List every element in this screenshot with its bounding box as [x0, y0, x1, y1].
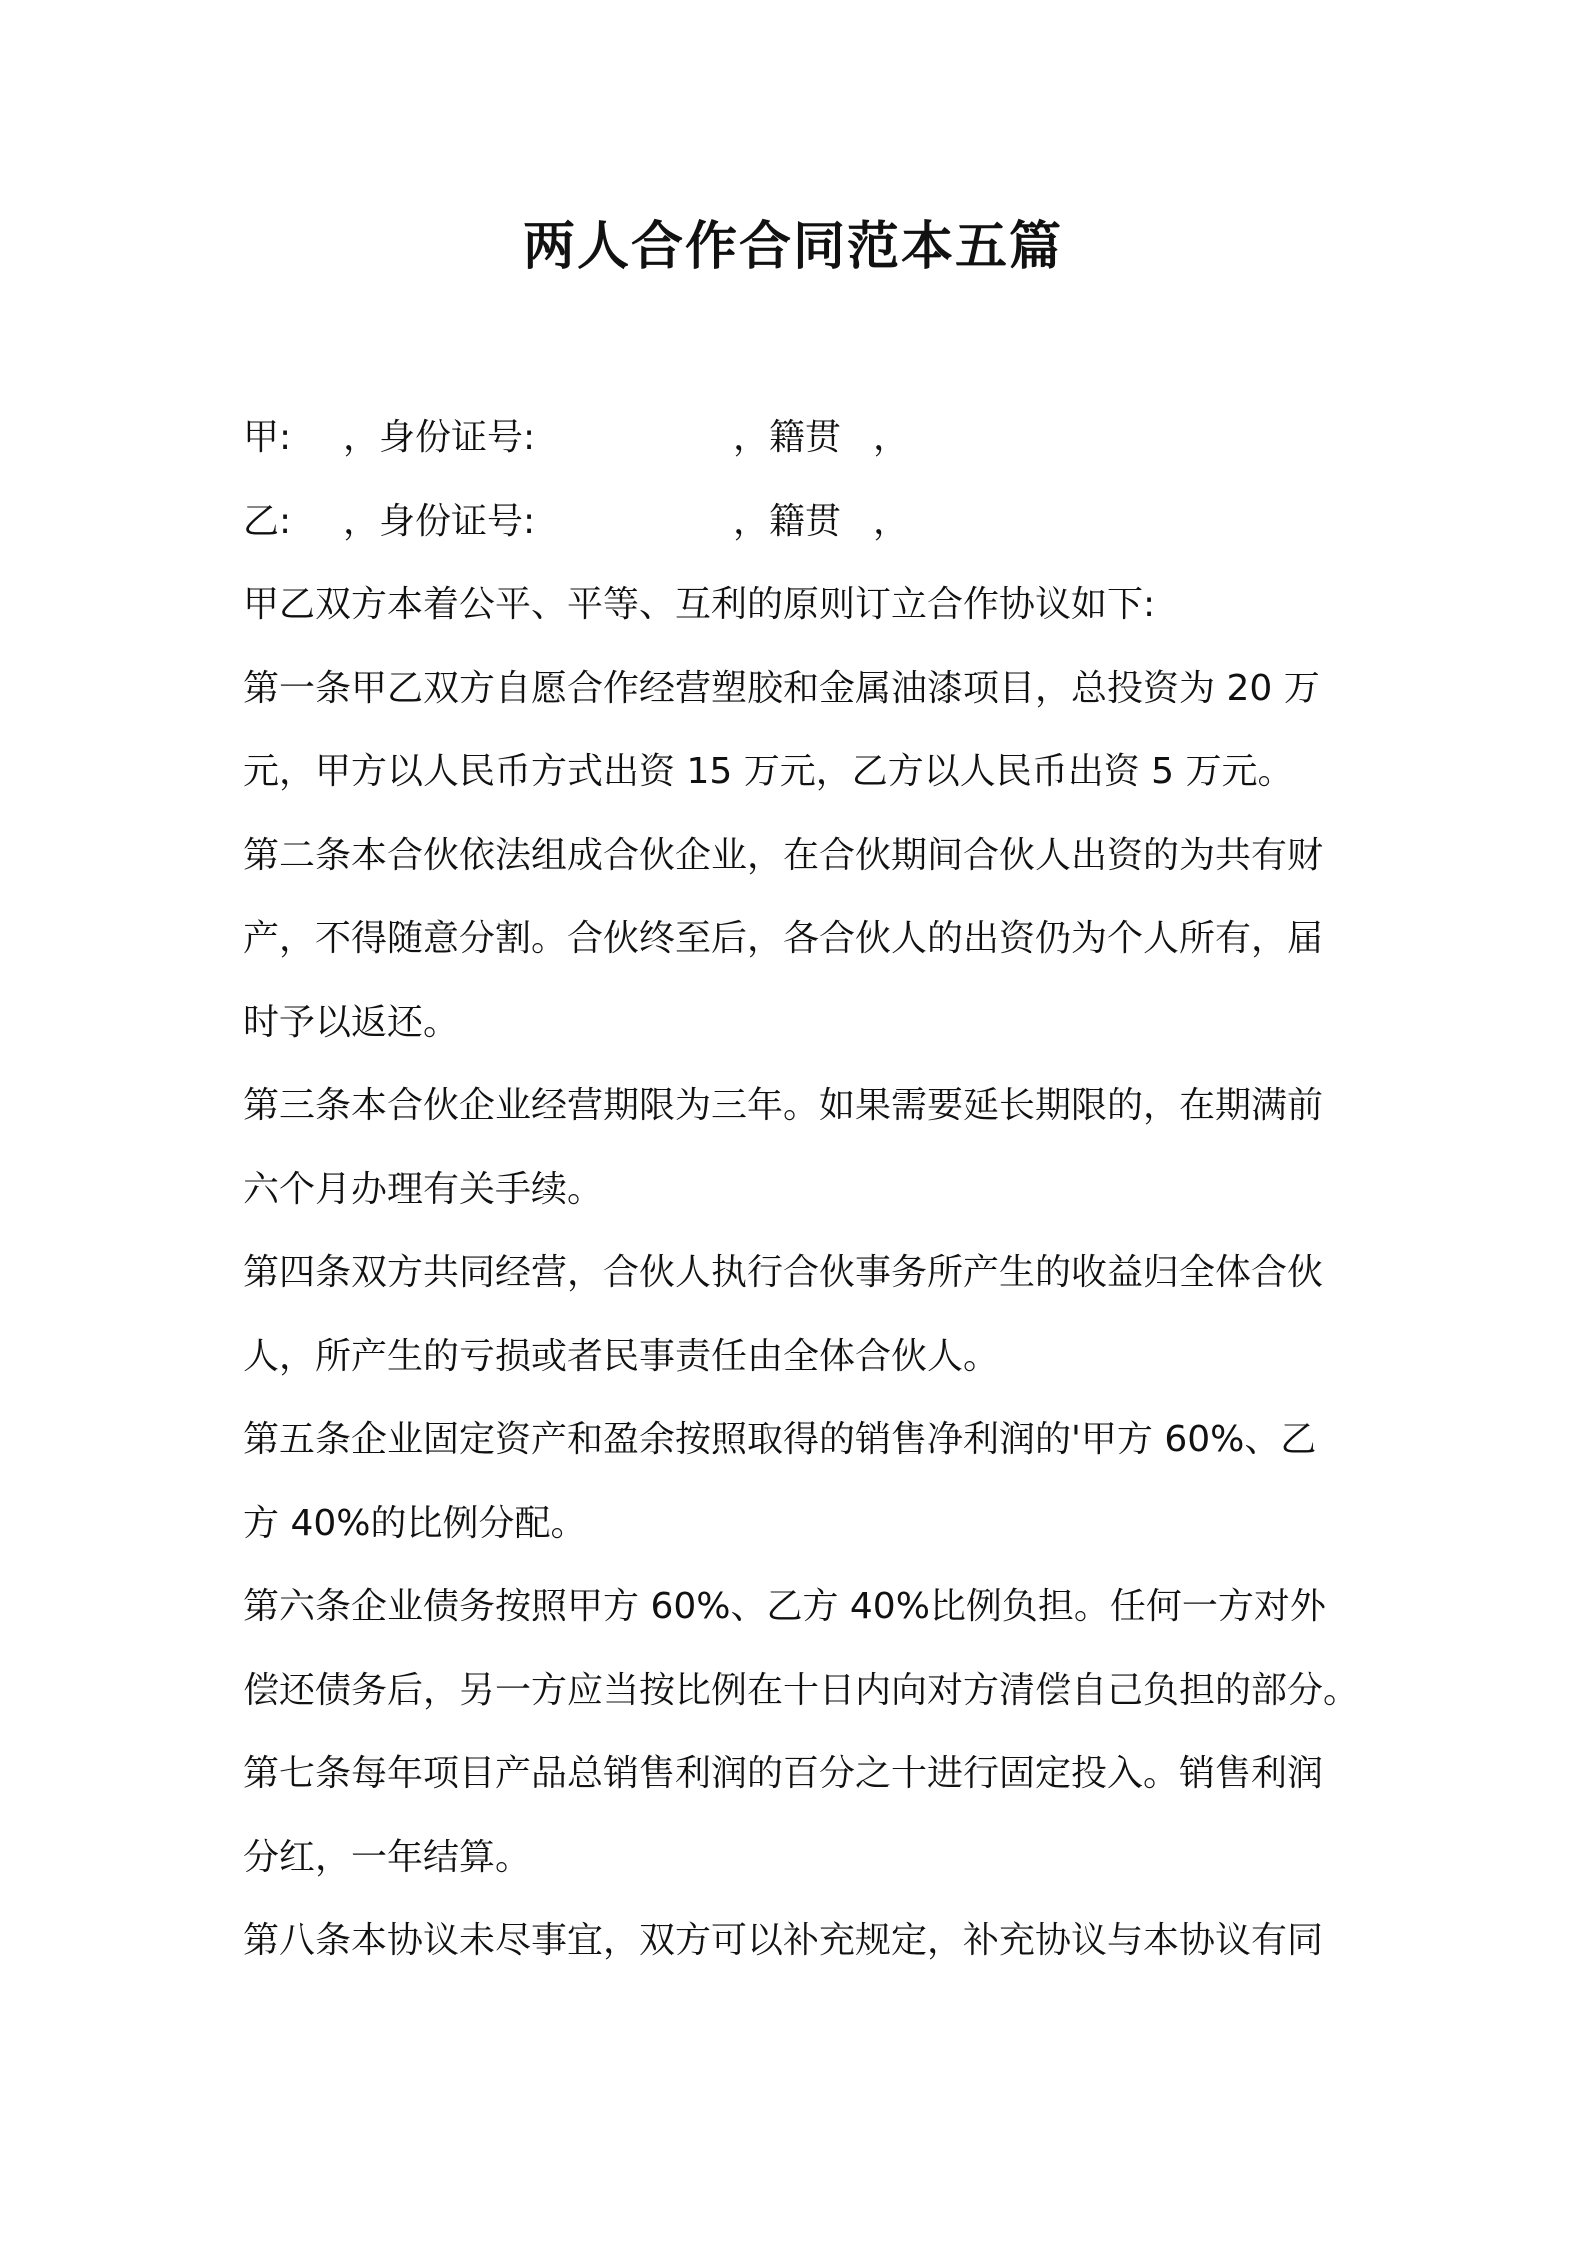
party-a-label: 甲:: [243, 417, 292, 458]
party-b-end: ，: [873, 500, 910, 542]
party-b-line: [243, 480, 1363, 564]
clause-4-line-2: 人，所产生的亏损或者民事责任由全体合伙人。: [243, 1335, 1000, 1377]
party-b-native-label: ，籍贯: [733, 500, 842, 542]
party-a-id-label: ，身份证号:: [343, 417, 536, 458]
clause-5-line-1: 第五条企业固定资产和盈余按照取得的销售净利润的'甲方 60%、乙: [243, 1419, 1317, 1460]
clause-4-line-1: 第四条双方共同经营，合伙人执行合伙事务所产生的收益归全体合伙: [243, 1252, 1324, 1293]
party-a-native-label: ，籍贯: [733, 417, 842, 458]
document-title: 两人合作合同范本五篇: [522, 217, 1063, 277]
clause-6-line-2: 偿还债务后，另一方应当按比例在十日内向对方清偿自己负担的部分。: [243, 1669, 1360, 1711]
clause-6-line-1: 第六条企业债务按照甲方 60%、乙方 40%比例负担。任何一方对外: [243, 1586, 1326, 1627]
clause-7-line-2: 分红，一年结算。: [243, 1836, 532, 1878]
party-b-id-label: ，身份证号:: [343, 500, 536, 542]
clause-1-line-1: 第一条甲乙双方自愿合作经营塑胶和金属油漆项目，总投资为 20 万: [243, 667, 1320, 709]
intro-line: 甲乙双方本着公平、平等、互利的原则订立合作协议如下:: [243, 584, 1156, 625]
clause-3-line-2: 六个月办理有关手续。: [243, 1168, 604, 1210]
clause-2-line-1: 第二条本合伙依法组成合伙企业，在合伙期间合伙人出资的为共有财: [243, 834, 1324, 876]
clause-8-line-1: 第八条本协议未尽事宜，双方可以补充规定，补充协议与本协议有同: [243, 1920, 1324, 1961]
clause-5-line-2: 方 40%的比例分配。: [243, 1502, 587, 1544]
party-b-label: 乙:: [243, 500, 292, 542]
clause-3-line-1: 第三条本合伙企业经营期限为三年。如果需要延长期限的，在期满前: [243, 1085, 1324, 1126]
party-a-end: ，: [873, 417, 910, 458]
document-body: [243, 396, 1363, 1983]
clause-1-line-2: 元，甲方以人民币方式出资 15 万元，乙方以人民币出资 5 万元。: [243, 751, 1294, 792]
clause-7-line-1: 第七条每年项目产品总销售利润的百分之十进行固定投入。销售利润: [243, 1753, 1324, 1794]
party-a-line: [243, 396, 1363, 480]
clause-2-line-3: 时予以返还。: [243, 1001, 460, 1043]
clause-2-line-2: 产，不得随意分割。合伙终至后，各合伙人的出资仍为个人所有，届: [243, 918, 1324, 959]
